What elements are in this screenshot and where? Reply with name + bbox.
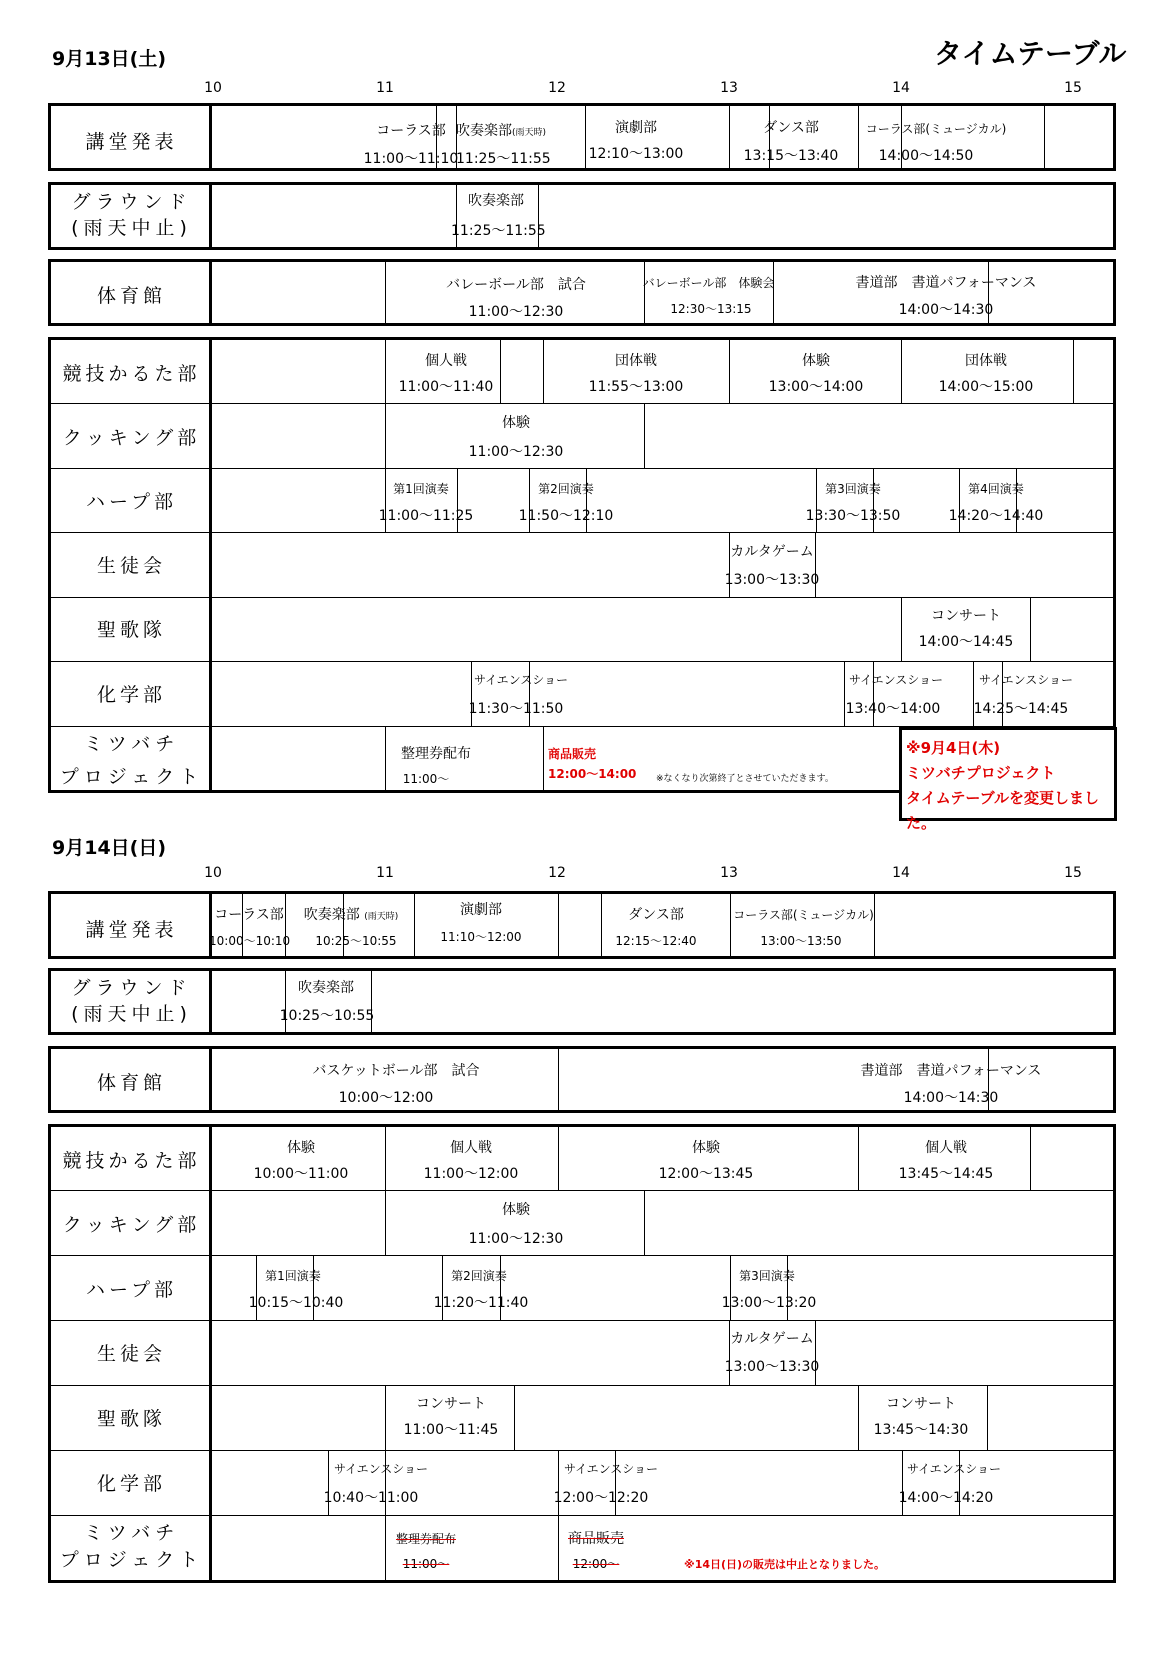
bee-cancel-note: ※14日(日)の販売は中止となりました。 xyxy=(684,1558,886,1571)
grid-line xyxy=(414,894,415,956)
day2-date: 9月14日(日) xyxy=(52,837,167,859)
grid-line xyxy=(644,1191,645,1255)
event-name: バレーボール部 体験会 xyxy=(642,276,775,290)
event-name: ダンス部 xyxy=(763,120,819,136)
event-name: ダンス部 xyxy=(628,907,684,923)
row-label: クッキング部 xyxy=(62,1214,201,1236)
day1-ground-block xyxy=(48,182,1116,250)
row-label: ミツバチ xyxy=(83,733,180,755)
grid-line xyxy=(644,262,645,323)
grid-line xyxy=(1073,340,1074,403)
event-name: 第1回演奏 xyxy=(393,482,449,496)
event-time: 11:00〜 xyxy=(402,772,450,786)
event-time: 14:00〜15:00 xyxy=(938,379,1034,395)
event-name: 吹奏楽部(雨天時) xyxy=(455,123,547,139)
row-separator xyxy=(51,1190,1113,1191)
grid-line xyxy=(858,106,859,168)
row-label: 競技かるた部 xyxy=(62,1150,201,1172)
tick-12: 12 xyxy=(548,865,566,881)
event-time: 13:45〜14:30 xyxy=(873,1422,969,1438)
event-time: 11:25〜11:55 xyxy=(451,223,546,239)
row-label: 化学部 xyxy=(96,1473,166,1495)
row-label: クッキング部 xyxy=(62,427,201,449)
event-name: コーラス部(ミュージカル) xyxy=(865,122,1007,136)
row-label: プロジェクト xyxy=(59,766,204,788)
event-name: 第3回演奏 xyxy=(739,1269,795,1283)
grid-line xyxy=(858,1386,859,1450)
event-time: 14:00〜14:50 xyxy=(878,148,974,164)
grid-line xyxy=(385,727,386,790)
event-time: 14:00〜14:30 xyxy=(898,302,994,318)
event-time: 11:00〜12:00 xyxy=(423,1166,519,1182)
notice-line: ※9月4日(木) xyxy=(906,739,1001,757)
event-time: 11:30〜11:50 xyxy=(468,701,564,717)
grid-line xyxy=(644,404,645,468)
row-label: 聖歌隊 xyxy=(96,1408,166,1430)
row-separator xyxy=(51,1515,1113,1516)
event-name: 吹奏楽部 xyxy=(468,193,524,209)
event-time: 11:20〜11:40 xyxy=(433,1295,529,1311)
grid-line xyxy=(901,598,902,661)
row-separator xyxy=(51,468,1113,469)
row-label: グラウンド xyxy=(71,977,192,999)
event-name: 第2回演奏 xyxy=(451,1269,507,1283)
row-label: 競技かるた部 xyxy=(62,363,201,385)
tick-14: 14 xyxy=(892,865,910,881)
grid-line xyxy=(729,106,730,168)
event-name: バスケットボール部 試合 xyxy=(312,1063,480,1079)
row-label: プロジェクト xyxy=(59,1549,204,1571)
event-name: 団体戦 xyxy=(615,353,657,369)
event-time: 10:15〜10:40 xyxy=(248,1295,344,1311)
event-name: コーラス部 xyxy=(214,907,284,923)
day1-main-grid xyxy=(48,337,1116,793)
event-name: コーラス部 xyxy=(376,123,446,139)
grid-line xyxy=(385,1191,386,1255)
row-separator xyxy=(51,403,1113,404)
event-time: 11:50〜12:10 xyxy=(518,508,614,524)
event-name: サイエンスショー xyxy=(473,673,569,687)
row-label: 生徒会 xyxy=(96,555,166,577)
grid-line xyxy=(858,1127,859,1190)
day2-main-grid xyxy=(48,1124,1116,1583)
tick-14: 14 xyxy=(892,80,910,96)
row-label: (雨天中止) xyxy=(71,1003,192,1025)
event-name: カルタゲーム xyxy=(730,544,814,560)
event-time: 10:25〜10:55 xyxy=(279,1008,375,1024)
row-label: 講堂発表 xyxy=(85,131,178,153)
row-label: (雨天中止) xyxy=(71,217,192,239)
event-name: バレーボール部 試合 xyxy=(446,277,586,293)
event-name: コンサート xyxy=(886,1396,956,1412)
event-time: 12:00〜12:20 xyxy=(553,1490,649,1506)
grid-line xyxy=(773,262,774,323)
day1-kodo-block xyxy=(48,103,1116,171)
change-notice xyxy=(899,727,1117,832)
event-time: 13:15〜13:40 xyxy=(743,148,839,164)
row-label: 体育館 xyxy=(96,285,166,307)
tick-11: 11 xyxy=(376,80,394,96)
event-time: 12:00〜14:00 xyxy=(548,767,637,781)
tick-10: 10 xyxy=(204,80,222,96)
event-time: 12:10〜13:00 xyxy=(588,146,684,162)
row-separator xyxy=(51,532,1113,533)
day2-gym-block xyxy=(48,1046,1116,1113)
row-label: グラウンド xyxy=(71,191,192,213)
notice-line: ミツバチプロジェクト xyxy=(906,764,1056,782)
event-time: 12:00〜 xyxy=(572,1557,620,1571)
grid-line xyxy=(1030,598,1031,661)
event-name: 第3回演奏 xyxy=(825,482,881,496)
event-name: 整理券配布 xyxy=(395,1532,456,1546)
event-name: 個人戦 xyxy=(925,1140,967,1156)
event-time: 12:15〜12:40 xyxy=(615,934,697,948)
event-name: 商品販売 xyxy=(568,1531,624,1547)
event-name: 商品販売 xyxy=(548,747,597,761)
grid-line xyxy=(385,404,386,468)
event-name: 第1回演奏 xyxy=(265,1269,321,1283)
grid-line xyxy=(987,1386,988,1450)
grid-line xyxy=(558,894,559,956)
event-name: 吹奏楽部 xyxy=(298,980,354,996)
bee-note: ※なくなり次第終了とさせていただきます。 xyxy=(656,774,834,784)
grid-line xyxy=(500,340,501,403)
event-name: 体験 xyxy=(692,1140,720,1156)
day1-date: 9月13日(土) xyxy=(52,48,167,70)
event-name: サイエンスショー xyxy=(333,1462,429,1476)
row-label: ミツバチ xyxy=(83,1522,180,1544)
event-time: 13:30〜13:50 xyxy=(805,508,901,524)
row-separator xyxy=(51,661,1113,662)
event-time: 10:40〜11:00 xyxy=(323,1490,419,1506)
day1-gym-block xyxy=(48,259,1116,326)
event-name: コーラス部(ミュージカル) xyxy=(733,908,874,922)
event-name: 個人戦 xyxy=(425,353,467,369)
event-time: 14:00〜14:45 xyxy=(918,634,1014,650)
grid-line xyxy=(1030,1127,1031,1190)
event-time: 14:25〜14:45 xyxy=(973,701,1069,717)
grid-line xyxy=(385,1386,386,1450)
row-label: ハープ部 xyxy=(85,1279,178,1301)
row-label: 聖歌隊 xyxy=(96,619,166,641)
event-name: 演劇部 xyxy=(460,902,502,918)
grid-line xyxy=(874,894,875,956)
grid-line xyxy=(558,1127,559,1190)
event-name: 吹奏楽部 (雨天時) xyxy=(303,907,399,923)
row-separator xyxy=(51,1320,1113,1321)
grid-line xyxy=(901,340,902,403)
event-name: 第2回演奏 xyxy=(538,482,594,496)
event-time: 13:00〜14:00 xyxy=(768,379,864,395)
event-time: 11:00〜12:30 xyxy=(468,1231,564,1247)
row-label: 講堂発表 xyxy=(85,919,178,941)
grid-line xyxy=(558,1049,559,1110)
event-name: 個人戦 xyxy=(450,1140,492,1156)
tick-15: 15 xyxy=(1064,80,1082,96)
event-time: 13:00〜13:30 xyxy=(724,572,820,588)
event-time: 10:00〜11:00 xyxy=(253,1166,349,1182)
event-time: 13:00〜13:50 xyxy=(760,934,842,948)
event-name: 演劇部 xyxy=(615,120,657,136)
row-separator xyxy=(51,1385,1113,1386)
event-time: 12:00〜13:45 xyxy=(658,1166,754,1182)
event-name: 書道部 書道パフォーマンス xyxy=(855,275,1037,291)
event-name: コンサート xyxy=(931,608,1001,624)
grid-line xyxy=(543,727,544,790)
row-label: 化学部 xyxy=(96,684,166,706)
event-name: 第4回演奏 xyxy=(968,482,1024,496)
event-name: 体験 xyxy=(287,1140,315,1156)
grid-line xyxy=(514,1386,515,1450)
event-time: 10:00〜10:10 xyxy=(209,934,291,948)
event-time: 13:40〜14:00 xyxy=(845,701,941,717)
event-time: 13:00〜13:20 xyxy=(721,1295,817,1311)
grid-line xyxy=(729,340,730,403)
event-name: 団体戦 xyxy=(965,353,1007,369)
row-separator xyxy=(51,1255,1113,1256)
grid-line xyxy=(1044,106,1045,168)
tick-13: 13 xyxy=(720,80,738,96)
tick-12: 12 xyxy=(548,80,566,96)
event-time: 11:10〜12:00 xyxy=(440,930,522,944)
grid-line xyxy=(385,262,386,323)
event-name: サイエンスショー xyxy=(848,673,944,687)
event-time: 11:00〜12:30 xyxy=(468,444,564,460)
tick-15: 15 xyxy=(1064,865,1082,881)
event-name: カルタゲーム xyxy=(730,1331,814,1347)
day2-kodo-block xyxy=(48,891,1116,959)
tick-10: 10 xyxy=(204,865,222,881)
event-time: 14:20〜14:40 xyxy=(948,508,1044,524)
row-separator xyxy=(51,597,1113,598)
event-time: 11:00〜11:10 xyxy=(363,151,459,167)
notice-line: タイムテーブルを変更しました。 xyxy=(906,789,1100,832)
grid-line xyxy=(385,340,386,403)
event-name: 整理券配布 xyxy=(401,746,471,762)
row-label: 生徒会 xyxy=(96,1343,166,1365)
grid-line xyxy=(730,894,731,956)
event-time: 11:55〜13:00 xyxy=(588,379,684,395)
event-time: 11:00〜 xyxy=(402,1557,450,1571)
event-time: 11:25〜11:55 xyxy=(456,151,551,167)
event-name: 体験 xyxy=(502,1202,530,1218)
event-time: 13:00〜13:30 xyxy=(724,1359,820,1375)
event-time: 14:00〜14:30 xyxy=(903,1090,999,1106)
row-label: ハープ部 xyxy=(85,491,178,513)
event-time: 11:00〜11:25 xyxy=(378,508,474,524)
row-label: 体育館 xyxy=(96,1072,166,1094)
grid-line xyxy=(385,1127,386,1190)
event-name: 書道部 書道パフォーマンス xyxy=(860,1063,1042,1079)
event-time: 12:30〜13:15 xyxy=(670,302,752,316)
page-title: タイムテーブル xyxy=(934,37,1127,70)
event-time: 13:45〜14:45 xyxy=(898,1166,994,1182)
event-name: コンサート xyxy=(416,1396,486,1412)
event-time: 10:25〜10:55 xyxy=(315,934,397,948)
row-separator xyxy=(51,1450,1113,1451)
event-name: サイエンスショー xyxy=(906,1462,1002,1476)
event-time: 14:00〜14:20 xyxy=(898,1490,994,1506)
grid-line xyxy=(543,340,544,403)
tick-11: 11 xyxy=(376,865,394,881)
event-name: 体験 xyxy=(802,353,830,369)
grid-line xyxy=(601,894,602,956)
event-name: サイエンスショー xyxy=(563,1462,659,1476)
event-time: 11:00〜11:45 xyxy=(403,1422,499,1438)
event-name: サイエンスショー xyxy=(978,673,1074,687)
event-time: 11:00〜12:30 xyxy=(468,304,564,320)
tick-13: 13 xyxy=(720,865,738,881)
event-name: 体験 xyxy=(502,415,530,431)
event-time: 10:00〜12:00 xyxy=(338,1090,434,1106)
event-time: 11:00〜11:40 xyxy=(398,379,494,395)
day2-ground-block xyxy=(48,968,1116,1035)
